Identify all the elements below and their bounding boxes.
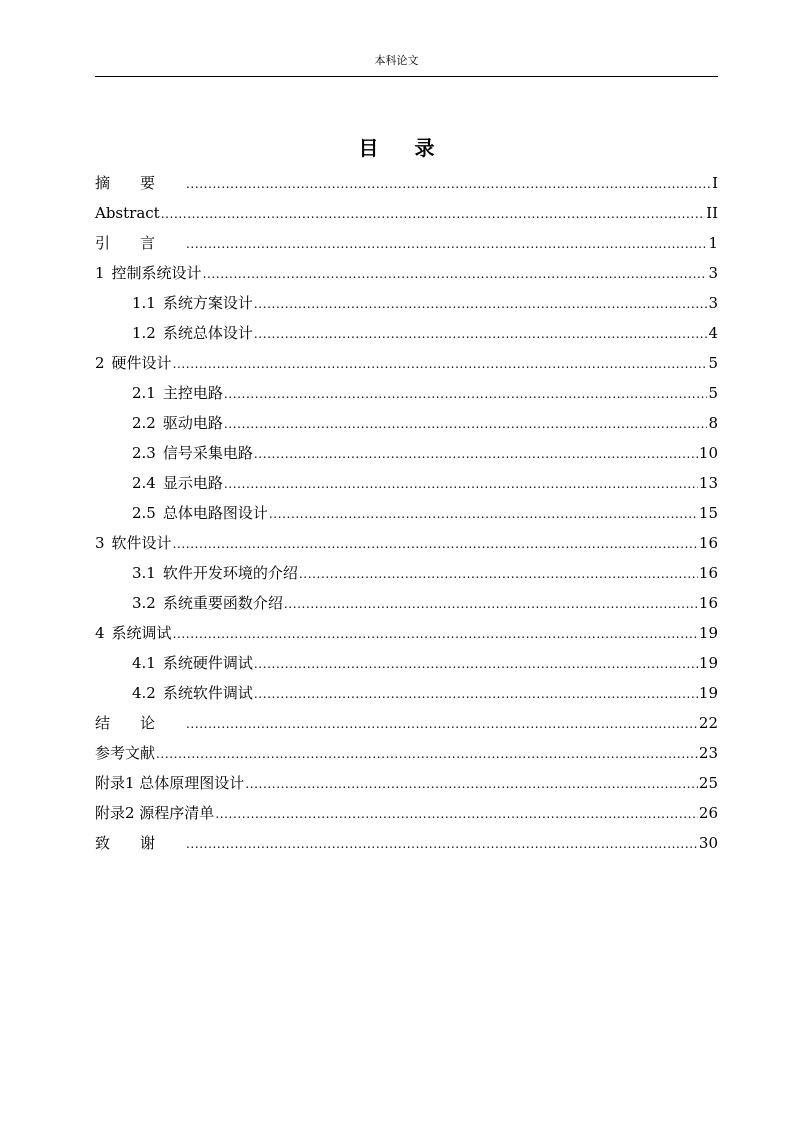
toc-entry-page-number: 8 xyxy=(708,414,718,432)
toc-entry[interactable] xyxy=(95,528,718,558)
toc-entry[interactable] xyxy=(95,558,718,588)
toc-entry-label: 系统软件调试 xyxy=(162,684,253,702)
toc-entry[interactable] xyxy=(95,198,718,228)
toc-entry-page-number: 16 xyxy=(698,564,718,582)
toc-dot-leader xyxy=(254,649,698,679)
toc-entry[interactable] xyxy=(95,468,718,498)
toc-entry-number: 3 xyxy=(95,534,105,552)
toc-entry-label: 系统重要函数介绍 xyxy=(162,594,283,612)
toc-entry-label: Abstract xyxy=(95,204,160,222)
toc-entry[interactable] xyxy=(95,708,718,738)
toc-entry-page-number: 4 xyxy=(708,324,718,342)
toc-entry-number: 2.2 xyxy=(132,414,156,432)
toc-entry[interactable] xyxy=(95,348,718,378)
toc-dot-leader xyxy=(224,409,708,439)
toc-entry-page-number: 13 xyxy=(698,474,718,492)
toc-entry[interactable] xyxy=(95,408,718,438)
toc-dot-leader xyxy=(186,169,711,199)
toc-entry-label: 附录1 总体原理图设计 xyxy=(95,774,245,792)
toc-entry-label: 系统总体设计 xyxy=(162,324,253,342)
toc-entry-label: 显示电路 xyxy=(162,474,223,492)
toc-entry[interactable] xyxy=(95,318,718,348)
toc-entry-number: 3.2 xyxy=(132,594,156,612)
toc-entry-page-number: 25 xyxy=(698,774,718,792)
toc-entry-number: 2.3 xyxy=(132,444,156,462)
toc-entry[interactable] xyxy=(95,648,718,678)
toc-entry[interactable] xyxy=(95,768,718,798)
toc-entry[interactable] xyxy=(95,588,718,618)
toc-entry-label: 附录2 源程序清单 xyxy=(95,804,215,822)
toc-entry-page-number: 15 xyxy=(698,504,718,522)
toc-dot-leader xyxy=(161,199,705,229)
toc-entry-page-number: 19 xyxy=(698,654,718,672)
toc-entry-number: 1.1 xyxy=(132,294,156,312)
toc-entry-label: 系统方案设计 xyxy=(162,294,253,312)
toc-dot-leader xyxy=(173,349,708,379)
toc-dot-leader xyxy=(156,739,698,769)
toc-entry-page-number: 30 xyxy=(698,834,718,852)
toc-entry[interactable] xyxy=(95,378,718,408)
toc-entry-label: 软件开发环境的介绍 xyxy=(162,564,298,582)
toc-dot-leader xyxy=(215,799,698,829)
toc-entry-page-number: 19 xyxy=(698,624,718,642)
toc-entry-number: 4.2 xyxy=(132,684,156,702)
toc-dot-leader xyxy=(186,229,707,259)
toc-entry-page-number: 10 xyxy=(698,444,718,462)
toc-entry[interactable] xyxy=(95,678,718,708)
toc-entry-number: 1.2 xyxy=(132,324,156,342)
toc-entry[interactable] xyxy=(95,798,718,828)
toc-title: 目录 xyxy=(358,136,471,160)
toc-entry-label: 致谢 xyxy=(95,834,186,852)
toc-entry-page-number: II xyxy=(706,204,718,222)
toc-entry[interactable] xyxy=(95,498,718,528)
toc-entry-label: 主控电路 xyxy=(162,384,223,402)
toc-dot-leader xyxy=(254,439,698,469)
toc-entry-page-number: I xyxy=(712,174,718,192)
toc-entry-number: 2 xyxy=(95,354,105,372)
toc-entry-label: 控制系统设计 xyxy=(111,264,202,282)
toc-entry-label: 结论 xyxy=(95,714,186,732)
toc-entry-label: 摘要 xyxy=(95,174,186,192)
toc-entry-number: 1 xyxy=(95,264,105,282)
toc-dot-leader xyxy=(224,379,708,409)
toc-dot-leader xyxy=(254,679,698,709)
toc-entry-label: 系统调试 xyxy=(111,624,172,642)
toc-entry[interactable] xyxy=(95,228,718,258)
toc-entry-label: 软件设计 xyxy=(111,534,172,552)
toc-entry-page-number: 1 xyxy=(708,234,718,252)
toc-entry-number: 4.1 xyxy=(132,654,156,672)
toc-dot-leader xyxy=(254,319,708,349)
toc-dot-leader xyxy=(203,259,708,289)
toc-entry-page-number: 22 xyxy=(698,714,718,732)
toc-entry[interactable] xyxy=(95,288,718,318)
toc-entry-label: 信号采集电路 xyxy=(162,444,253,462)
toc-dot-leader xyxy=(284,589,698,619)
toc-entry-number: 4 xyxy=(95,624,105,642)
toc-entry-page-number: 26 xyxy=(698,804,718,822)
toc-entry-page-number: 19 xyxy=(698,684,718,702)
toc-entry-label: 驱动电路 xyxy=(162,414,223,432)
toc-entry[interactable] xyxy=(95,828,718,858)
toc-entry-number: 2.4 xyxy=(132,474,156,492)
toc-entry-number: 2.5 xyxy=(132,504,156,522)
toc-entry-page-number: 3 xyxy=(708,264,718,282)
toc-dot-leader xyxy=(224,469,698,499)
toc-entry[interactable] xyxy=(95,738,718,768)
toc-dot-leader xyxy=(186,709,698,739)
toc-dot-leader xyxy=(245,769,698,799)
header-rule xyxy=(95,76,718,77)
toc-dot-leader xyxy=(173,529,698,559)
toc-dot-leader xyxy=(299,559,698,589)
toc-entry[interactable] xyxy=(95,258,718,288)
toc-entry-page-number: 16 xyxy=(698,534,718,552)
toc-entry-page-number: 16 xyxy=(698,594,718,612)
toc-entry-number: 2.1 xyxy=(132,384,156,402)
toc-entry-number: 3.1 xyxy=(132,564,156,582)
toc-entry-page-number: 5 xyxy=(708,384,718,402)
toc-dot-leader xyxy=(269,499,698,529)
toc-entry-label: 总体电路图设计 xyxy=(162,504,268,522)
toc-entry[interactable] xyxy=(95,438,718,468)
toc-dot-leader xyxy=(254,289,708,319)
toc-dot-leader xyxy=(186,829,698,859)
toc-entry-page-number: 23 xyxy=(698,744,718,762)
page-header-title: 本科论文 xyxy=(374,54,419,67)
table-of-contents xyxy=(95,168,718,858)
toc-entry-label: 系统硬件调试 xyxy=(162,654,253,672)
toc-entry[interactable] xyxy=(95,168,718,198)
toc-entry-page-number: 5 xyxy=(708,354,718,372)
toc-entry-label: 硬件设计 xyxy=(111,354,172,372)
toc-entry-page-number: 3 xyxy=(708,294,718,312)
toc-dot-leader xyxy=(173,619,698,649)
toc-entry-label: 参考文献 xyxy=(95,744,156,762)
toc-entry-label: 引言 xyxy=(95,234,186,252)
toc-entry[interactable] xyxy=(95,618,718,648)
